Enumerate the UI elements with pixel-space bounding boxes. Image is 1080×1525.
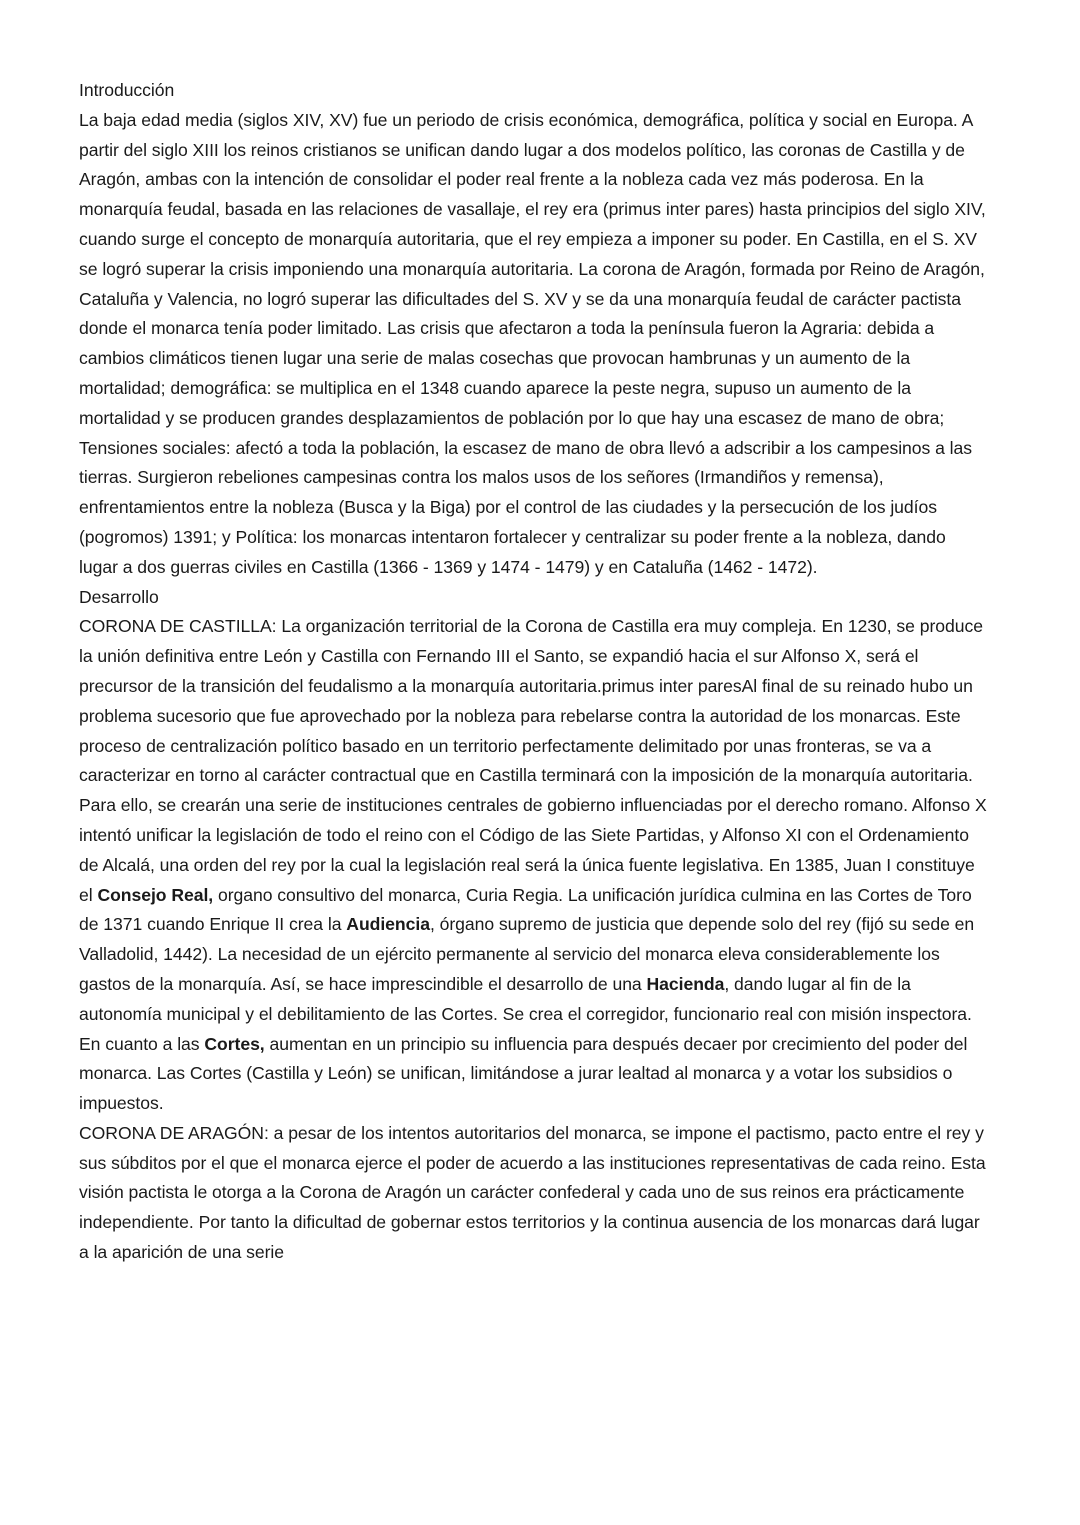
consejo-real-term: Consejo Real, [97,884,214,905]
audiencia-term: Audiencia [346,914,430,935]
castilla-text-3: , órgano supremo de justicia que depende solo del rey (fijó su sede en Valladolid, 1442). La necesidad de un ejército permanente al servicio del monarca eleva considerablemente los gastos de la monarquía. Así, se hace imprescindible el desarrollo de una [79,914,975,994]
aragon-paragraph: CORONA DE ARAGÓN: a pesar de los intentos autoritarios del monarca, se impone el pactismo, pacto entre el rey y sus súbditos por el que el monarca ejerce el poder de acuerdo a las instituciones representativas de cada reino. Esta visión pactista le otorga a la Corona de Aragón un carácter confederal y cada uno de sus reinos era prácticamente independiente. Por tanto la dificultad de gobernar estos territorios y la continua ausencia de los monarcas dará lugar a la aparición de una serie [79,1122,986,1263]
castilla-text-1: CORONA DE CASTILLA: La organización territorial de la Corona de Castilla era muy compleja. En 1230, se produce la unión definitiva entre León y Castilla con Fernando III el Santo, se expandió hacia el sur Alfonso X, será el precursor de la transición del feudalismo a la monarquía autoritaria.primus inter paresAl final de su reinado hubo un problema sucesorio que fue aprovechado por la nobleza para rebelarse contra la autoridad de los monarcas. Este proceso de centralización político basado en un territorio perfectamente delimitado por unas fronteras, se va a caracterizar en torno al carácter contractual que en Castilla terminará con la imposición de la monarquía autoritaria. Para ello, se crearán una serie de instituciones centrales de gobierno influenciadas por el derecho romano. Alfonso X intentó unificar la legislación de todo el reino con el Código de las Siete Partidas, y Alfonso XI con el Ordenamiento de Alcalá, una orden del rey por la cual la legislación real será la única fuente legislativa. En 1385, Juan I constituye el [79,616,987,905]
cortes-term: Cortes, [204,1033,265,1054]
intro-heading: Introducción [79,80,175,100]
castilla-text-4: , dando lugar al fin de la autonomía municipal y el debilitamiento de las Cortes. Se crea el corregidor, funcionario real con misión inspectora. En cuanto a las [79,973,972,1054]
castilla-text-5: aumentan en un principio su influencia para después decaer por crecimiento del poder del monarca. Las Cortes (Castilla y León) se unifican, limitándose a jurar lealtad al monarca y a votar los subsidios o impuestos. [79,1033,968,1114]
intro-paragraph: La baja edad media (siglos XIV, XV) fue un periodo de crisis económica, demográfica, política y social en Europa. A partir del siglo XIII los reinos cristianos se unifican dando lugar a dos modelos político, las coronas de Castilla y de Aragón, ambas con la intención de consolidar el poder real frente a la nobleza cada vez más poderosa. En la monarquía feudal, basada en las relaciones de vasallaje, el rey era (primus inter pares) hasta principios del siglo XIV, cuando surge el concepto de monarquía autoritaria, que el rey empieza a imponer su poder. En Castilla, en el S. XV se logró superar la crisis imponiendo una monarquía autoritaria. La corona de Aragón, formada por Reino de Aragón, Cataluña y Valencia, no logró superar las dificultades del S. XV y se da una monarquía feudal de carácter pactista donde el monarca tenía poder limitado. Las crisis que afectaron a toda la península fueron la Agraria: debida a cambios climáticos tienen lugar una serie de malas cosechas que provocan hambrunas y un aumento de la mortalidad; demográfica: se multiplica en el 1348 cuando aparece la peste negra, supuso un aumento de la mortalidad y se producen grandes desplazamientos de población por lo que hay una escasez de mano de obra; Tensiones sociales: afectó a toda la población, la escasez de mano de obra llevó a adscribir a los campesinos a las tierras. Surgieron rebeliones campesinas contra los malos usos de los señores (Irmandiños y remensa), enfrentamientos entre la nobleza (Busca y la Biga) por el control de las ciudades y la persecución de los judíos (pogromos) 1391; y Política: los monarcas intentaron fortalecer y centralizar su poder frente a la nobleza, dando lugar a dos guerras civiles en Castilla (1366 - 1369 y 1474 - 1479) y en Cataluña (1462 - 1472). [79,109,986,577]
castilla-text-2: organo consultivo del monarca, Curia Regia. La unificación jurídica culmina en las Cortes de Toro de 1371 cuando Enrique II crea la [79,884,972,935]
development-heading: Desarrollo [79,586,159,607]
document-page [79,76,989,1268]
hacienda-term: Hacienda [646,973,725,994]
castilla-paragraph [79,612,989,1119]
